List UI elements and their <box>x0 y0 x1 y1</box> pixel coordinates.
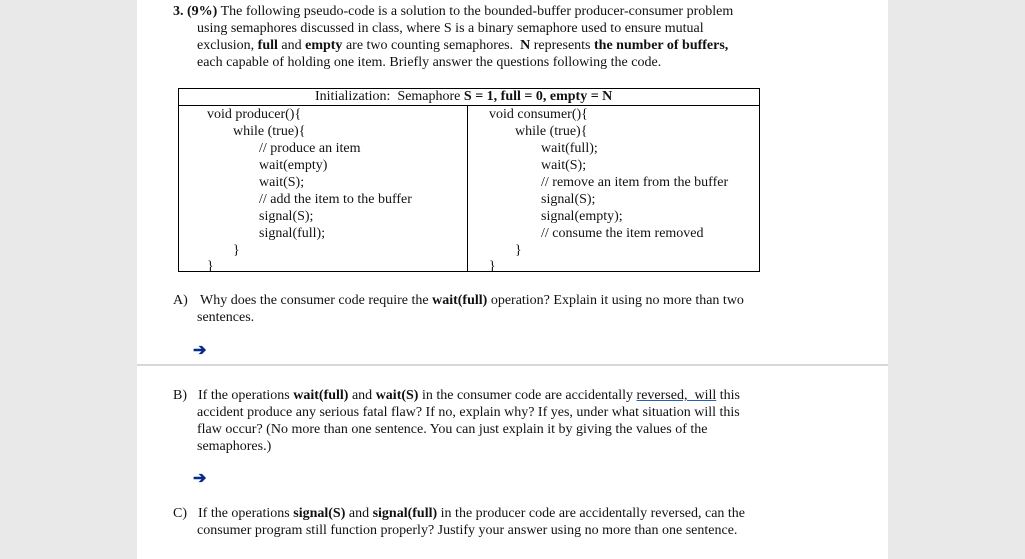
producer-line: } <box>233 243 240 258</box>
text-span: are two counting semaphores. <box>342 38 521 53</box>
consumer-line: wait(S); <box>541 158 587 173</box>
text-span: and <box>277 38 306 53</box>
consumer-line: // remove an item from the buffer <box>541 175 729 190</box>
question-a-line-1 <box>200 292 744 309</box>
consumer-line: wait(full); <box>541 141 598 156</box>
text-bold-full: full <box>257 38 278 53</box>
page-break <box>137 364 888 366</box>
consumer-line: signal(empty); <box>541 209 623 224</box>
init-label: Initialization: Semaphore <box>315 89 464 104</box>
text-span: Why does the consumer code require the <box>200 293 433 308</box>
text-span: represents <box>530 38 595 53</box>
consumer-line: while (true){ <box>515 124 588 139</box>
producer-line: // add the item to the buffer <box>259 192 412 207</box>
answer-arrow-icon: ➔ <box>193 342 207 359</box>
question-weight: (9%) <box>187 4 218 19</box>
initialization-row <box>315 89 612 105</box>
text-bold-buffers: the number of buffers, <box>594 38 729 53</box>
producer-line: void producer(){ <box>207 107 302 122</box>
text-span: this <box>716 388 740 403</box>
text-span: If the operations <box>198 388 294 403</box>
question-3-line-1: The following pseudo-code is a solution to the bounded-buffer producer-consumer problem <box>217 4 734 19</box>
question-3-line-3 <box>197 37 728 54</box>
text-bold-n: N <box>520 38 531 53</box>
consumer-line: // consume the item removed <box>541 226 704 241</box>
producer-line: signal(full); <box>259 226 326 241</box>
text-span: If the operations <box>198 506 294 521</box>
text-span: in the producer code are accidentally reversed, can the <box>437 506 746 521</box>
question-b-line-1 <box>198 387 740 404</box>
question-b-line-4: semaphores.) <box>197 439 272 454</box>
text-bold: wait(S) <box>375 388 419 403</box>
consumer-line: signal(S); <box>541 192 596 207</box>
text-bold: wait(full) <box>293 388 349 403</box>
text-bold: signal(full) <box>372 506 438 521</box>
text-span: operation? Explain it using no more than two <box>487 293 744 308</box>
question-a-label: A) <box>173 293 188 308</box>
question-3-heading <box>173 3 733 20</box>
answer-arrow-icon: ➔ <box>193 470 207 487</box>
table-divider-vertical <box>467 105 468 272</box>
spellcheck-underline-text: reversed, will <box>636 388 717 403</box>
text-span: and <box>345 506 373 521</box>
producer-line: } <box>207 259 214 274</box>
question-3-line-2: using semaphores discussed in class, where S is a binary semaphore used to ensure mutual <box>197 21 704 36</box>
question-a-line-2: sentences. <box>197 310 255 325</box>
code-table <box>178 88 760 272</box>
producer-line: wait(empty) <box>259 158 328 173</box>
question-c-label: C) <box>173 506 187 521</box>
consumer-line: } <box>515 243 522 258</box>
text-bold: signal(S) <box>293 506 346 521</box>
text-span: exclusion, <box>197 38 258 53</box>
text-span: in the consumer code are accidentally <box>418 388 637 403</box>
text-bold-empty: empty <box>305 38 343 53</box>
producer-line: while (true){ <box>233 124 306 139</box>
consumer-line: void consumer(){ <box>489 107 588 122</box>
document-page <box>137 0 888 559</box>
question-b-line-3: flaw occur? (No more than one sentence. You can just explain it by giving the values of the <box>197 422 708 437</box>
text-span: and <box>348 388 376 403</box>
producer-line: signal(S); <box>259 209 314 224</box>
question-c-line-2: consumer program still function properly? Justify your answer using no more than one sentence. <box>197 523 738 538</box>
question-b-label: B) <box>173 388 187 403</box>
consumer-line: } <box>489 259 496 274</box>
init-values: S = 1, full = 0, empty = N <box>463 89 613 104</box>
producer-line: // produce an item <box>259 141 361 156</box>
producer-line: wait(S); <box>259 175 305 190</box>
question-b-line-2: accident produce any serious fatal flaw? If no, explain why? If yes, under what situation will this <box>197 405 740 420</box>
text-bold: wait(full) <box>432 293 488 308</box>
question-c-line-1 <box>198 505 745 522</box>
question-number: 3. <box>173 4 184 19</box>
question-3-line-4: each capable of holding one item. Briefly answer the questions following the code. <box>197 55 662 70</box>
